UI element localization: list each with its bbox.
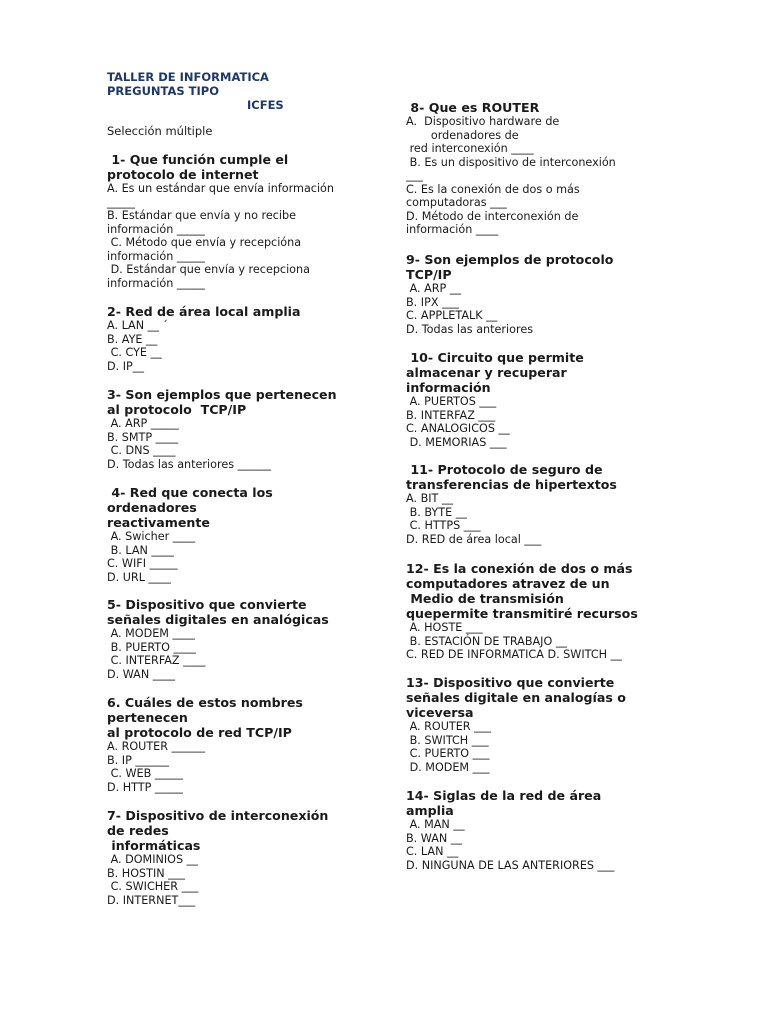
answer-option-line: B. SMTP ____	[107, 430, 179, 444]
answer-option-line: C. Es la conexión de dos o más	[406, 182, 580, 196]
answer-option-line: A. HOSTE ___	[406, 621, 483, 634]
question-title-line: señales digitales en analógicas	[107, 612, 329, 627]
answer-option-line: D. MODEM ___	[406, 760, 490, 774]
answer-option-line: D. IP__	[107, 359, 144, 373]
answer-option-line: D. MEMORIAS ___	[406, 435, 507, 449]
answer-option-line: B. HOSTIN ___	[107, 866, 185, 880]
answer-option-line: A. LAN __ ´	[107, 319, 168, 332]
question-title-line: 10- Circuito que permite	[406, 350, 584, 365]
question-title-line: 2- Red de área local amplia	[107, 304, 301, 319]
question-block	[406, 462, 617, 546]
question-title-line: informáticas	[107, 838, 201, 853]
answer-option-line: D. Todas las anteriores ______	[107, 457, 272, 471]
question-title-line: 11- Protocolo de seguro de	[406, 462, 603, 477]
answer-option-line: D. Estándar que envía y recepciona	[107, 263, 310, 276]
answer-option-line: red interconexión ____	[406, 142, 534, 155]
answer-option-line: C. PUERTO ___	[406, 747, 490, 760]
answer-option-line: D. WAN ____	[107, 667, 176, 681]
answer-option-line: información ____	[406, 223, 499, 236]
answer-option-line: A. MODEM ____	[107, 627, 195, 640]
question-block	[406, 561, 638, 662]
answer-option-line: A. ROUTER ______	[107, 740, 206, 753]
answer-option-line: A. ROUTER ___	[406, 720, 491, 733]
section-label: Selección múltiple	[107, 124, 213, 138]
answer-option-line: computadoras ___	[406, 196, 507, 209]
question-title-line: 1- Que función cumple el	[107, 152, 289, 167]
question-title-line: 3- Son ejemplos que pertenecen	[107, 387, 337, 402]
question-title-line: TCP/IP	[406, 267, 452, 282]
question-block	[406, 100, 616, 237]
question-title-line: amplia	[406, 803, 454, 818]
answer-option-line: D. Método de interconexión de	[406, 209, 579, 223]
question-block	[107, 485, 273, 584]
answer-option-line: C. INTERFAZ ____	[107, 654, 206, 667]
header-title: TALLER DE INFORMATICA	[107, 70, 269, 84]
question-block	[406, 675, 626, 774]
question-title-line: 4- Red que conecta los	[107, 485, 273, 500]
answer-option-line: A. ARP __	[406, 282, 462, 295]
answer-option-line: A. Swicher ____	[107, 530, 196, 543]
answer-option-line: ___	[406, 169, 423, 182]
answer-option-line: D. INTERNET___	[107, 893, 196, 907]
question-title-line: al protocolo TCP/IP	[107, 402, 247, 417]
answer-option-line: C. CYE __	[107, 346, 162, 359]
question-title-line: 12- Es la conexión de dos o más	[406, 561, 633, 576]
answer-option-line: B. Es un dispositivo de interconexión	[406, 155, 616, 169]
answer-option-line: A. Es un estándar que envía información	[107, 182, 334, 195]
question-title-line: Medio de transmisión	[406, 591, 564, 606]
document-header	[107, 70, 307, 112]
answer-option-line: B. AYE __	[107, 332, 158, 346]
answer-option-line: B. INTERFAZ ___	[406, 408, 496, 422]
question-block	[107, 152, 334, 290]
answer-option-line: A. Dispositivo hardware de	[406, 115, 560, 128]
answer-option-line: _____	[107, 195, 135, 209]
answer-option-line: información _____	[107, 249, 205, 263]
question-title-line: de redes	[107, 823, 169, 838]
answer-option-line: C. SWICHER ___	[107, 880, 199, 893]
answer-option-line: A. DOMINIOS __	[107, 853, 198, 866]
question-title-line: transferencias de hipertextos	[406, 477, 617, 492]
answer-option-line: C. DNS ____	[107, 444, 176, 457]
question-title-line: reactivamente	[107, 515, 210, 530]
question-block	[107, 387, 337, 471]
question-title-line: almacenar y recuperar	[406, 365, 567, 380]
answer-option-line: B. Estándar que envía y no recibe	[107, 209, 297, 222]
answer-option-line: B. LAN ____	[107, 543, 174, 557]
answer-option-line: B. WAN __	[406, 831, 463, 845]
answer-option-line: B. IPX ___	[406, 295, 459, 309]
question-block	[107, 304, 301, 373]
answer-option-line: ordenadores de	[406, 128, 519, 142]
question-title-line: computadores atravez de un	[406, 576, 610, 591]
question-block	[107, 597, 329, 681]
question-title-line: 14- Siglas de la red de área	[406, 788, 602, 803]
answer-option-line: C. WIFI _____	[107, 557, 178, 570]
question-title-line: señales digitale en analogías o	[406, 690, 626, 705]
answer-option-line: C. APPLETALK __	[406, 309, 498, 322]
answer-option-line: B. ESTACIÓN DE TRABAJO __	[406, 634, 568, 648]
question-title-line: ordenadores	[107, 500, 197, 515]
question-title-line: 9- Son ejemplos de protocolo	[406, 252, 614, 267]
question-title-line: pertenecen	[107, 710, 188, 725]
answer-option-line: C. Método que envía y recepcióna	[107, 236, 302, 249]
header-exam-name: ICFES	[247, 98, 284, 112]
answer-option-line: información _____	[107, 276, 205, 290]
answer-option-line: A. ARP _____	[107, 417, 179, 430]
question-title-line: viceversa	[406, 705, 474, 720]
answer-option-line: D. URL ____	[107, 570, 171, 584]
header-subtitle: PREGUNTAS TIPO	[107, 84, 220, 98]
answer-option-line: D. Todas las anteriores	[406, 322, 534, 336]
answer-option-line: D. NINGUNA DE LAS ANTERIORES ___	[406, 858, 615, 872]
answer-option-line: C. LAN __	[406, 845, 459, 858]
question-title-line: 5- Dispositivo que convierte	[107, 597, 307, 612]
answer-option-line: C. HTTPS ___	[406, 519, 481, 532]
question-block	[406, 252, 613, 336]
question-title-line: quepermite transmitiré recursos	[406, 606, 638, 621]
question-title-line: 8- Que es ROUTER	[406, 100, 540, 115]
question-title-line: protocolo de internet	[107, 167, 259, 182]
answer-option-line: D. RED de área local ___	[406, 532, 542, 546]
question-title-line: 7- Dispositivo de interconexión	[107, 808, 329, 823]
answer-option-line: C. ANALOGICOS __	[406, 422, 510, 435]
answer-option-line: información _____	[107, 222, 205, 236]
question-title-line: 6. Cuáles de estos nombres	[107, 695, 303, 710]
question-title-line: información	[406, 380, 491, 395]
answer-option-line: A. BIT __	[406, 492, 454, 505]
answer-option-line: D. HTTP _____	[107, 780, 183, 794]
answer-option-line: B. PUERTO ____	[107, 640, 196, 654]
question-block	[107, 808, 328, 907]
question-block	[406, 350, 584, 449]
answer-option-line: A. MAN __	[406, 818, 465, 831]
question-block	[406, 788, 614, 872]
question-title-line: 13- Dispositivo que convierte	[406, 675, 615, 690]
answer-option-line: B. SWITCH ___	[406, 733, 489, 747]
question-title-line: al protocolo de red TCP/IP	[107, 725, 292, 740]
answer-option-line: C. WEB _____	[107, 767, 183, 780]
answer-option-line: B. IP ______	[107, 753, 169, 767]
question-block	[107, 695, 303, 794]
answer-option-line: A. PUERTOS ___	[406, 395, 497, 408]
answer-option-line: C. RED DE INFORMATICA D. SWITCH __	[406, 648, 622, 661]
answer-option-line: B. BYTE __	[406, 505, 467, 519]
